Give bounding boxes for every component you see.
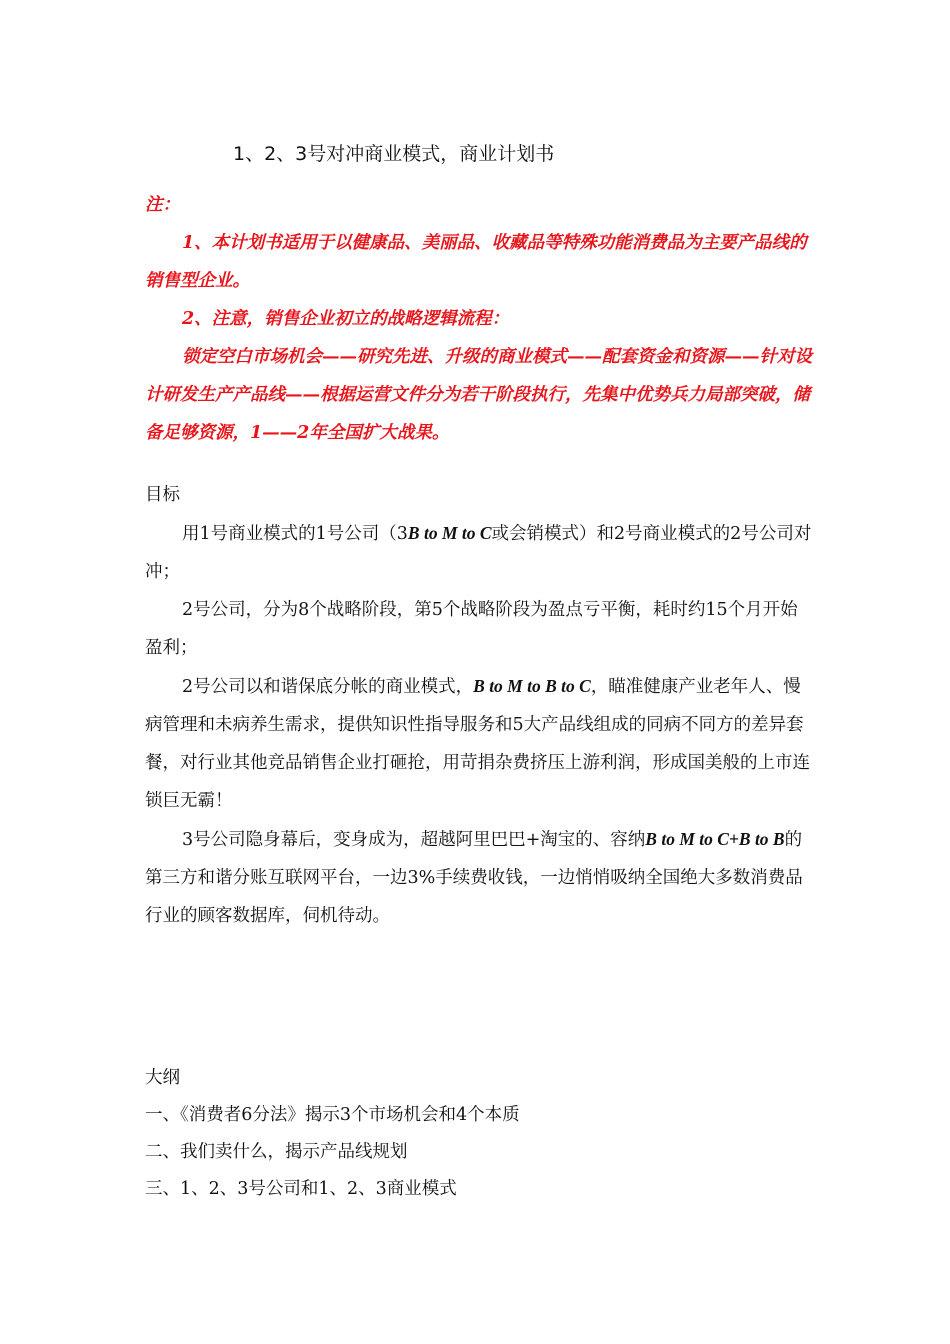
note-item-2: 2、注意，销售企业初立的战略逻辑流程：: [182, 309, 510, 329]
outline-section: [145, 1060, 815, 1208]
goal-p3-text-a: 2号公司以和谐保底分帐的商业模式，: [182, 677, 474, 697]
goal-p1-text-a: 用1号商业模式的1号公司（3: [182, 524, 408, 544]
outline-item: 二、我们卖什么，揭示产品线规划: [145, 1142, 408, 1162]
note-label: 注：: [145, 195, 180, 215]
goal-p4-model: B to M to C+B to B: [645, 829, 785, 849]
goal-paragraph-2: 2号公司，分为8个战略阶段，第5个战略阶段为盈点亏平衡，耗时约15个月开始盈利；: [145, 600, 798, 658]
goal-p4-text-a: 3号公司隐身幕后，变身成为，超越阿里巴巴+淘宝的、容纳: [182, 830, 646, 850]
goal-p3-text-c: ，瞄准健康产业老年人、慢病管理和未病养生需求，提供知识性指导服务和5大产品线组成的同病不同方的差异套餐，对行业其他竞品销售企业打砸抢，用苛捐杂费挤压上游利润，形成国美般的上市连锁巨无霸！: [145, 677, 810, 811]
goal-p4-text-c: 的第三方和谐分账互联网平台，一边3%手续费收钱，一边悄悄吸纳全国绝大多数消费品行业的顾客数据库，伺机待动。: [145, 830, 803, 926]
outline-item: 三、1、2、3号公司和1、2、3商业模式: [145, 1179, 457, 1199]
note-strategy-flow: 锁定空白市场机会——研究先进、升级的商业模式——配套资金和资源——针对设计研发生产产品线——根据运营文件分为若干阶段执行，先集中优势兵力局部突破，储备足够资源，1——2年全国扩大战果。: [145, 347, 812, 443]
outline-item: 一、《消费者6分法》揭示3个市场机会和4个本质: [145, 1105, 520, 1125]
goal-paragraph-3: [145, 667, 815, 820]
goal-section: [145, 476, 815, 935]
goal-heading: 目标: [145, 485, 180, 505]
outline-heading: 大纲: [145, 1068, 180, 1088]
document-title: 1、2、3号对冲商业模式，商业计划书: [233, 143, 555, 165]
goal-p1-text-c: 或会销模式）和2号商业模式的2号公司对冲；: [145, 524, 812, 582]
goal-p1-model: B to M to C: [407, 523, 492, 543]
note-item-1: 1、本计划书适用于以健康品、美丽品、收藏品等特殊功能消费品为主要产品线的销售型企业。: [145, 233, 807, 291]
goal-paragraph-1: [145, 514, 815, 591]
goal-p3-model: B to M to B to C: [473, 676, 591, 696]
goal-paragraph-4: [145, 820, 815, 935]
note-section: [145, 186, 815, 452]
